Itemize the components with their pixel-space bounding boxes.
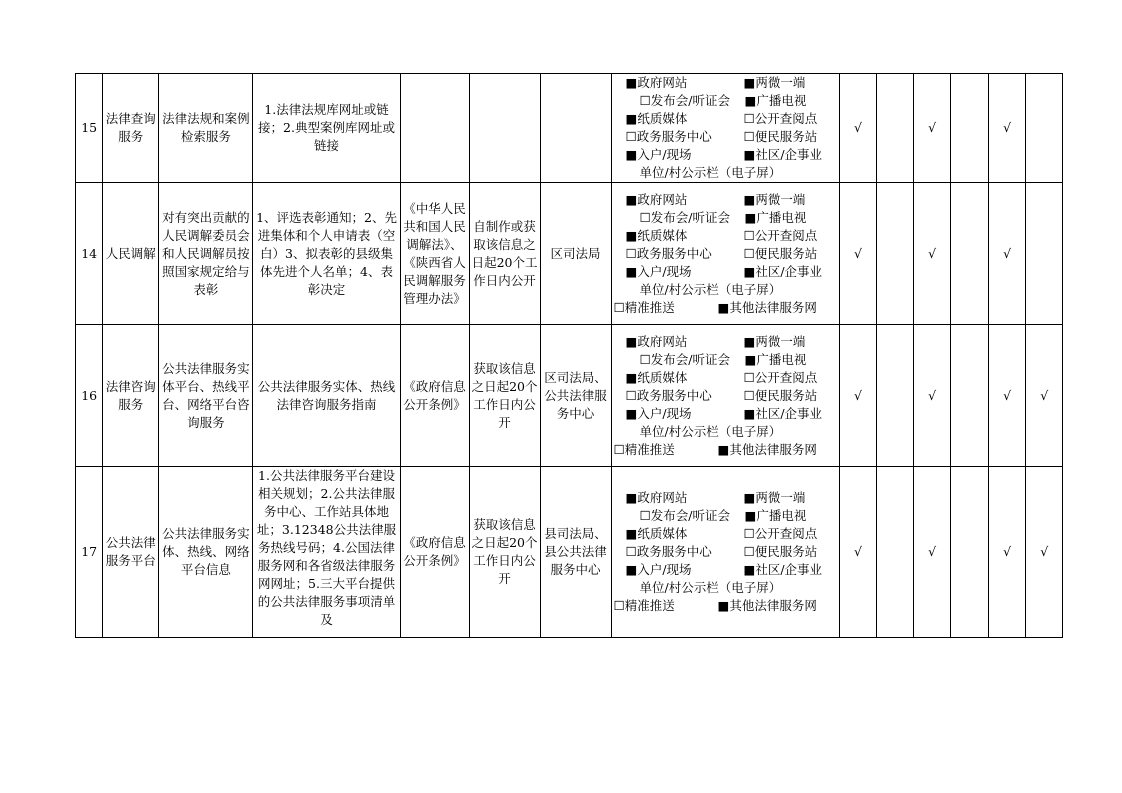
check-cell: √ <box>1026 467 1063 638</box>
check-cell: √ <box>988 74 1026 183</box>
table-row <box>76 74 1063 183</box>
disclosure-channels <box>611 467 839 638</box>
disclosure-channels <box>611 74 839 183</box>
channel-option: ■入户/现场 <box>625 405 692 421</box>
channel-option: 单位/村公示栏（电子屏） <box>639 165 782 180</box>
channel-option: ■其他法律服务网 <box>717 299 817 315</box>
check-cell: √ <box>913 467 951 638</box>
table-row <box>76 325 1063 467</box>
check-cell <box>1026 183 1063 325</box>
disclosure-time: 获取该信息之日起20个工作日内公开 <box>469 325 540 467</box>
disclosure-documents: 1.法律法规库网址或链接；2.典型案例库网址或链接 <box>253 74 400 183</box>
channel-option: ☐政务服务中心 <box>625 387 712 403</box>
channel-option: ☐公开查阅点 <box>743 369 818 385</box>
channel-option: ■入户/现场 <box>625 562 692 577</box>
service-item: 法律咨询服务 <box>103 325 159 467</box>
check-cell: √ <box>913 74 951 183</box>
row-number: 16 <box>76 325 103 467</box>
disclosure-channels <box>611 325 839 467</box>
channel-option: ■其他法律服务网 <box>717 441 817 457</box>
legal-basis: 《政府信息公开条例》 <box>400 467 469 638</box>
channel-option: ■社区/企事业 <box>743 562 823 577</box>
responsible-department: 区司法局 <box>540 183 611 325</box>
disclosure-time <box>469 74 540 183</box>
table-row <box>76 183 1063 325</box>
row-number: 17 <box>76 467 103 638</box>
legal-basis: 《政府信息公开条例》 <box>400 325 469 467</box>
row-number: 14 <box>76 183 103 325</box>
service-content: 对有突出贡献的人民调解委员会和人民调解员按照国家规定给与表彰 <box>159 183 253 325</box>
channel-option: ☐发布会/听证会 <box>639 209 730 225</box>
check-cell: √ <box>839 74 877 183</box>
disclosure-documents-text: 1.公共法律服务平台建设相关规划；2.公共法律服务中心、工作站具体地址；3.12348公共法律服务热线号码；4.公国法律服务网和各省级法律服务网网址；5.三大平台提供的公共法律服务事项清单及 <box>256 468 397 627</box>
channel-option: ☐政务服务中心 <box>625 129 712 144</box>
channel-option: 单位/村公示栏（电子屏） <box>639 423 782 439</box>
channel-option: ■广播电视 <box>744 209 807 225</box>
channel-option: ■广播电视 <box>744 351 807 367</box>
check-cell <box>951 74 989 183</box>
channel-option: ■入户/现场 <box>625 147 692 162</box>
channel-option: ■纸质媒体 <box>625 227 688 243</box>
check-cell <box>877 467 914 638</box>
check-cell: √ <box>988 325 1026 467</box>
check-cell: √ <box>988 467 1026 638</box>
channel-option: ■政府网站 <box>625 490 688 505</box>
service-item: 人民调解 <box>103 183 159 325</box>
channel-option: ☐精准推送 <box>613 598 675 613</box>
disclosure-time: 获取该信息之日起20个工作日内公开 <box>469 467 540 638</box>
channel-option: ■入户/现场 <box>625 263 692 279</box>
service-item: 法律查询服务 <box>103 74 159 183</box>
channel-option: ■政府网站 <box>625 191 688 207</box>
channel-option: ■社区/企事业 <box>743 147 823 162</box>
disclosure-documents: 1、评选表彰通知；2、先进集体和个人申请表（空白）3、拟表彰的县级集体先进个人名单；4、表彰决定 <box>253 183 400 325</box>
channel-option: ☐便民服务站 <box>743 245 818 261</box>
channel-option: ■纸质媒体 <box>625 369 688 385</box>
check-cell: √ <box>913 325 951 467</box>
responsible-department <box>540 74 611 183</box>
disclosure-documents <box>253 467 400 638</box>
channel-option: ☐便民服务站 <box>743 387 818 403</box>
check-cell <box>877 325 914 467</box>
channel-option: ■两微一端 <box>743 191 806 207</box>
check-cell <box>951 325 989 467</box>
channel-option: ☐精准推送 <box>613 441 675 457</box>
channel-option: ☐发布会/听证会 <box>639 508 730 523</box>
channel-option: ■广播电视 <box>744 93 807 108</box>
channel-option: ■社区/企事业 <box>743 263 823 279</box>
service-content: 法律法规和案例检索服务 <box>159 74 253 183</box>
channel-option: 单位/村公示栏（电子屏） <box>639 580 782 595</box>
check-cell: √ <box>839 467 877 638</box>
service-content: 公共法律服务实体平台、热线平台、网络平台咨询服务 <box>159 325 253 467</box>
table-row <box>76 467 1063 638</box>
channel-option: ■广播电视 <box>744 508 807 523</box>
channel-option: ☐政务服务中心 <box>625 544 712 559</box>
channel-option: ☐便民服务站 <box>743 129 818 144</box>
check-cell: √ <box>839 325 877 467</box>
channel-option: ☐公开查阅点 <box>743 227 818 243</box>
channel-option: ☐精准推送 <box>613 299 675 315</box>
channel-option: 单位/村公示栏（电子屏） <box>639 281 782 297</box>
disclosure-time: 自制作或获取该信息之日起20个工作日内公开 <box>469 183 540 325</box>
check-cell <box>951 467 989 638</box>
channel-option: ■政府网站 <box>625 75 688 90</box>
channel-option: ■纸质媒体 <box>625 526 688 541</box>
responsible-department: 县司法局、县公共法律服务中心 <box>540 467 611 638</box>
check-cell: √ <box>839 183 877 325</box>
check-cell <box>1026 74 1063 183</box>
legal-basis <box>400 74 469 183</box>
channel-option: ■两微一端 <box>743 75 806 90</box>
channel-option: ☐发布会/听证会 <box>639 351 730 367</box>
check-cell: √ <box>913 183 951 325</box>
check-cell <box>877 183 914 325</box>
check-cell: √ <box>1026 325 1063 467</box>
disclosure-documents: 公共法律服务实体、热线法律咨询服务指南 <box>253 325 400 467</box>
legal-basis: 《中华人民共和国人民调解法》、《陕西省人民调解服务管理办法》 <box>400 183 469 325</box>
channel-option: ☐公开查阅点 <box>743 526 818 541</box>
channel-option: ■其他法律服务网 <box>717 598 817 613</box>
channel-option: ☐便民服务站 <box>743 544 818 559</box>
channel-option: ■两微一端 <box>743 490 806 505</box>
check-cell <box>951 183 989 325</box>
channel-option: ■社区/企事业 <box>743 405 823 421</box>
channel-option: ☐政务服务中心 <box>625 245 712 261</box>
channel-option: ☐发布会/听证会 <box>639 93 730 108</box>
channel-option: ■两微一端 <box>743 333 806 349</box>
disclosure-channels <box>611 183 839 325</box>
responsible-department: 区司法局、公共法律服务中心 <box>540 325 611 467</box>
channel-option: ☐公开查阅点 <box>743 111 818 126</box>
check-cell: √ <box>988 183 1026 325</box>
row-number: 15 <box>76 74 103 183</box>
channel-option: ■政府网站 <box>625 333 688 349</box>
disclosure-table <box>75 73 1063 638</box>
check-cell <box>877 74 914 183</box>
service-content: 公共法律服务实体、热线、网络平台信息 <box>159 467 253 638</box>
service-item: 公共法律服务平台 <box>103 467 159 638</box>
channel-option: ■纸质媒体 <box>625 111 688 126</box>
